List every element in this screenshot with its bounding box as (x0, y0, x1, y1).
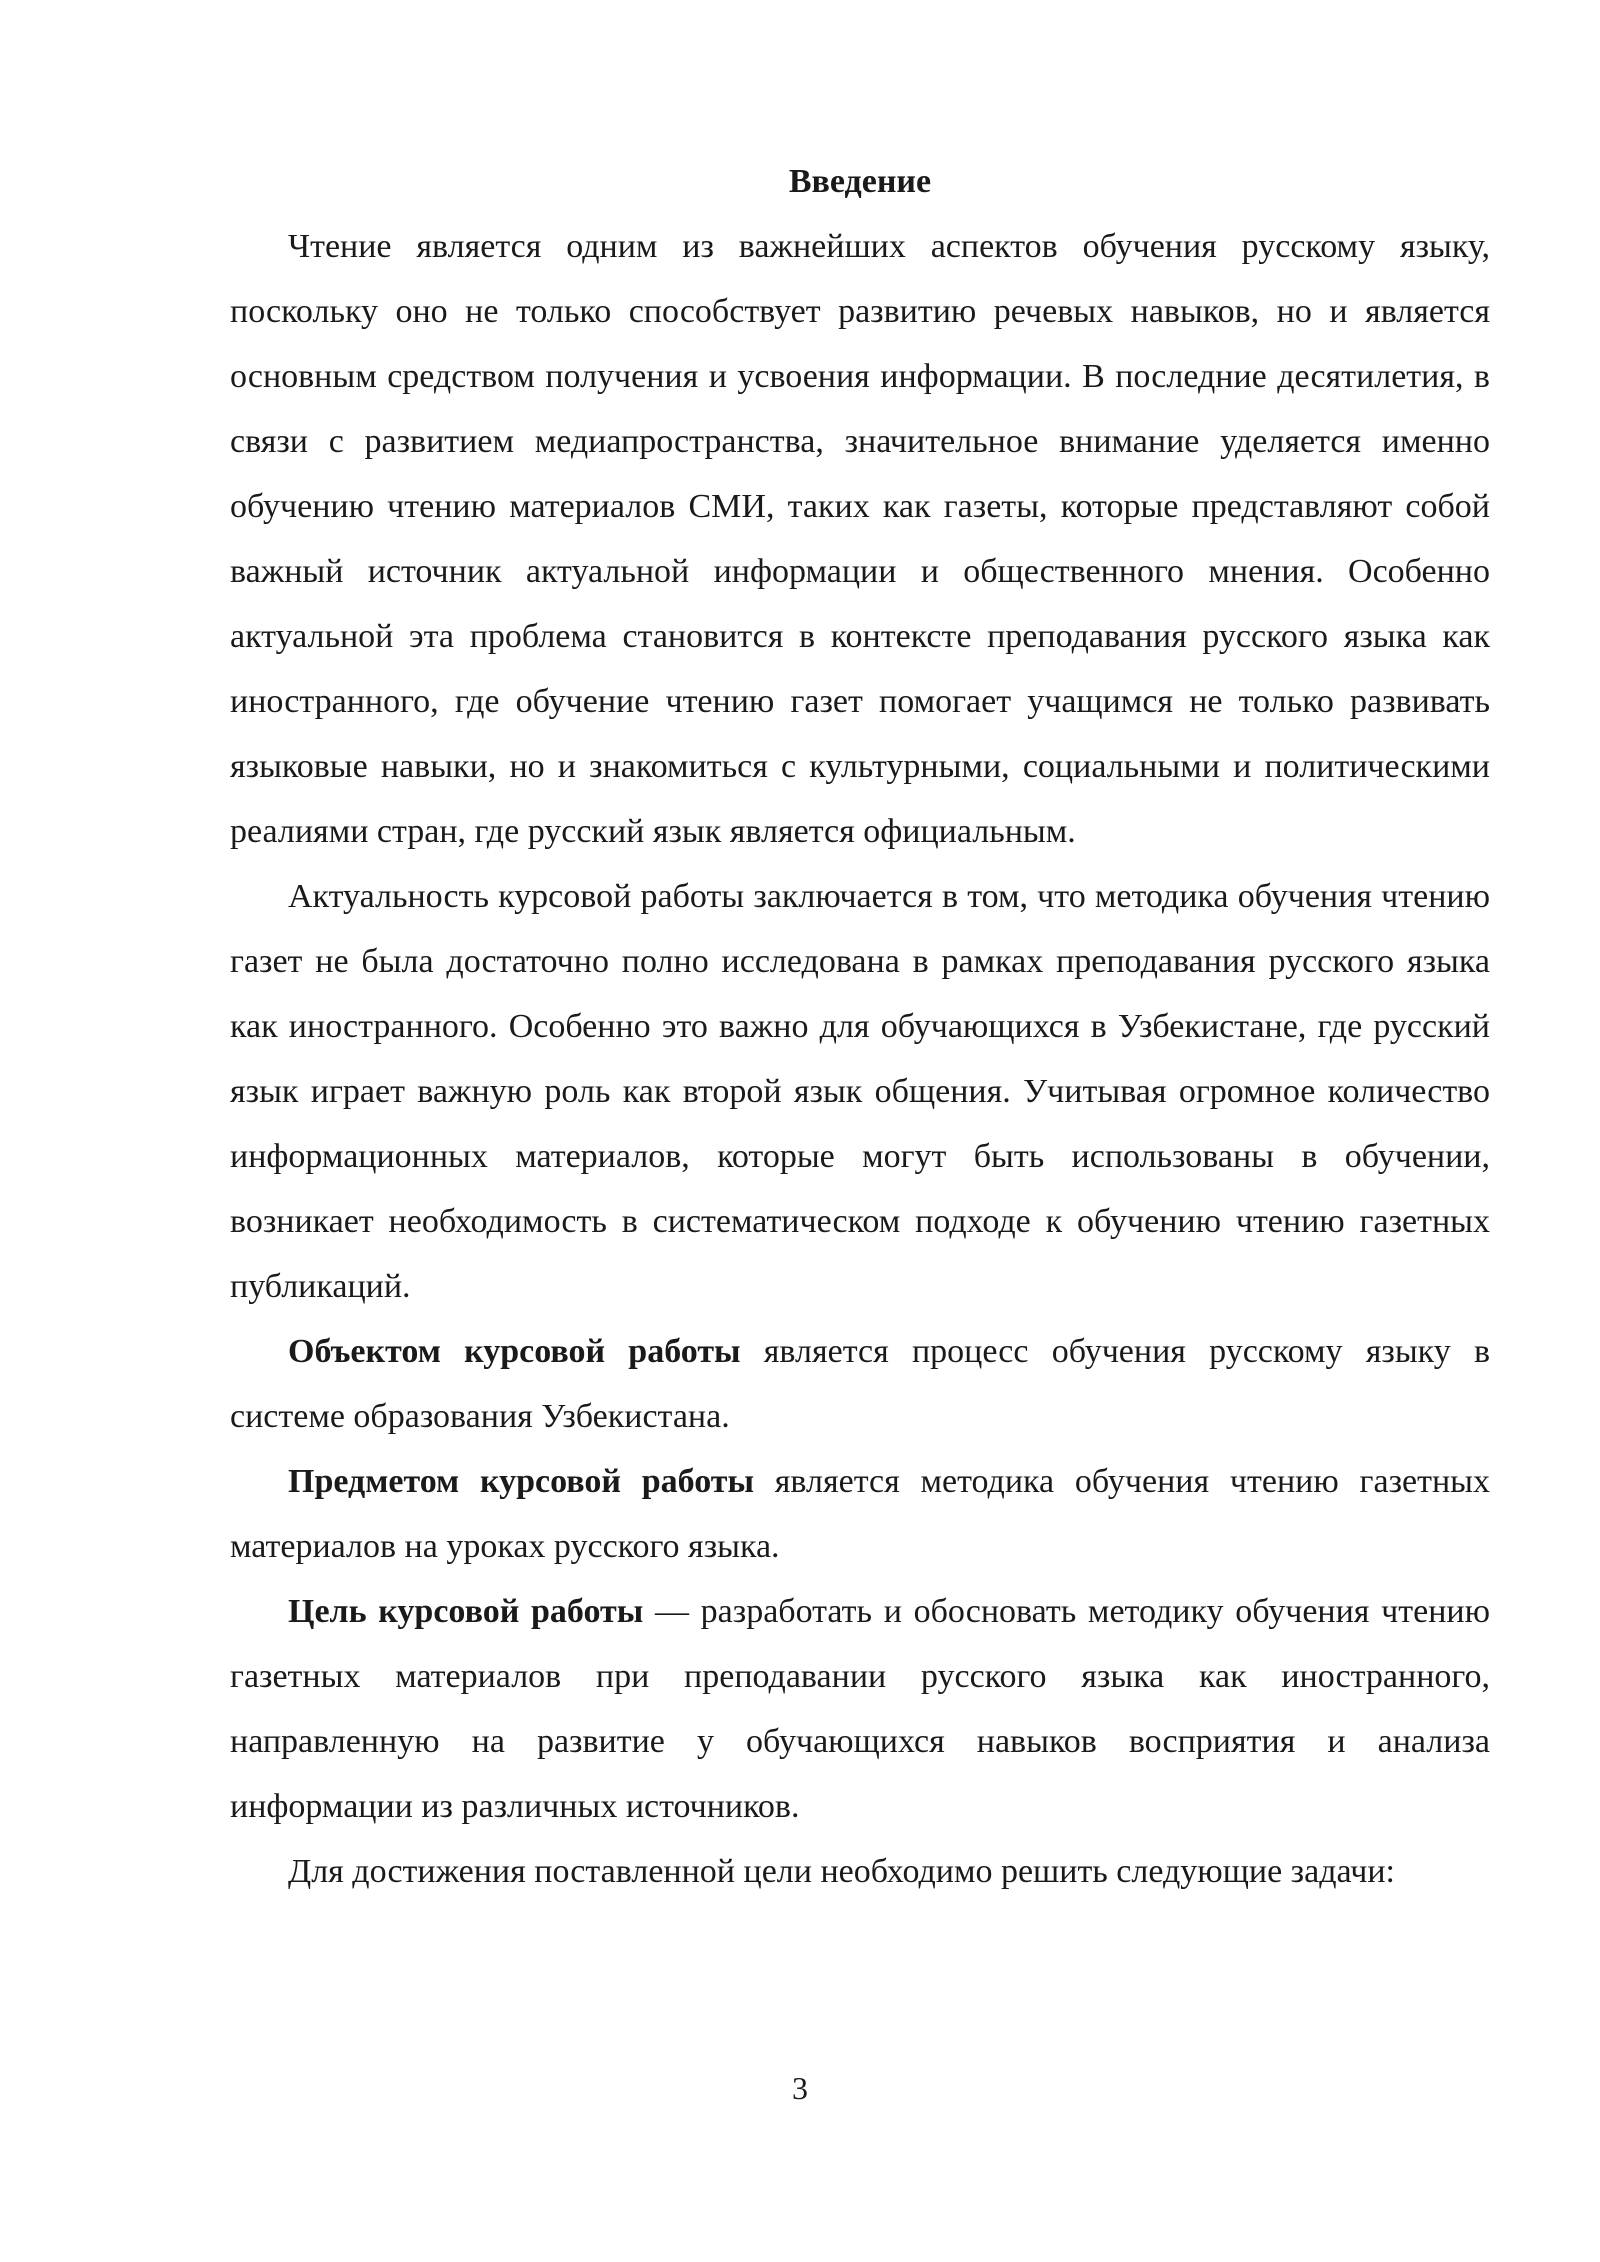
paragraph-tasks (230, 1839, 1490, 1904)
paragraph-lead: Предметом курсовой работы (288, 1463, 755, 1500)
paragraph-intro (230, 214, 1490, 864)
paragraph-lead: Цель курсовой работы (288, 1593, 644, 1630)
page-title: Введение (788, 163, 932, 200)
paragraph-relevance (230, 864, 1490, 1319)
paragraph-text: Чтение является одним из важнейших аспектов обучения русскому языку, поскольку оно не только способствует развитию речевых навыков, но и является основным средством получения и усвоения информации. В последние десятилетия, в связи с развитием медиапространства, значительное внимание уделяется именно обучению чтению материалов СМИ, таких как газеты, которые представляют собой важный источник актуальной информации и общественного мнения. Особенно актуальной эта проблема становится в контексте преподавания русского языка как иностранного, где обучение чтению газет помогает учащимся не только развивать языковые навыки, но и знакомиться с культурными, социальными и политическими реалиями стран, где русский язык является официальным. (230, 228, 1490, 850)
paragraph-goal (230, 1579, 1490, 1839)
paragraph-text: — разработать и обосновать методику обучения чтению газетных материалов при преподавании русского языка как иностранного, направленную на развитие у обучающихся навыков восприятия и анализа информации из различных источников. (230, 1593, 1490, 1825)
paragraph-subject (230, 1449, 1490, 1579)
paragraph-text: является процесс обучения русскому языку в системе образования Узбекистана. (230, 1333, 1490, 1435)
paragraph-text: Актуальность курсовой работы заключается в том, что методика обучения чтению газет не была достаточно полно исследована в рамках преподавания русского языка как иностранного. Особенно это важно для обучающихся в Узбекистане, где русский язык играет важную роль как второй язык общения. Учитывая огромное количество информационных материалов, которые могут быть использованы в обучении, возникает необходимость в систематическом подходе к обучению чтению газетных публикаций. (230, 878, 1490, 1305)
paragraph-text: Для достижения поставленной цели необходимо решить следующие задачи: (288, 1853, 1395, 1890)
paragraph-object (230, 1319, 1490, 1449)
page-content (230, 150, 1490, 1904)
page-number: 3 (792, 2070, 808, 2106)
paragraph-text: является методика обучения чтению газетных материалов на уроках русского языка. (230, 1463, 1490, 1565)
paragraph-lead: Объектом курсовой работы (288, 1333, 741, 1370)
